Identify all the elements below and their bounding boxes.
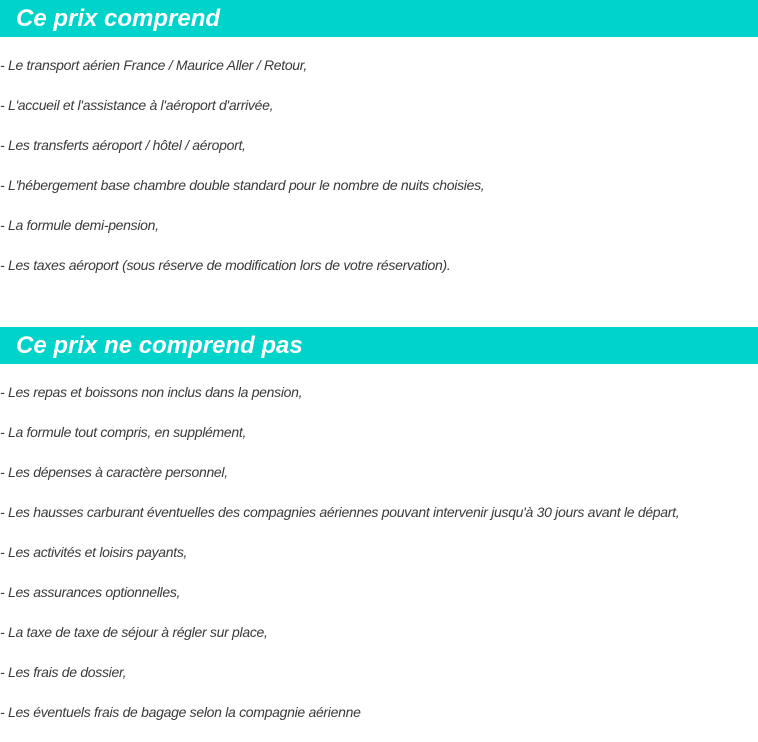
section-heading-not-included: Ce prix ne comprend pas [0,327,758,364]
list-item: - Les hausses carburant éventuelles des compagnies aériennes pouvant intervenir jusqu'à 30 jours avant le départ, [0,504,680,520]
list-item: - Les activités et loisirs payants, [0,544,188,560]
list-item: - La formule tout compris, en supplément, [0,424,247,440]
list-item: - L'accueil et l'assistance à l'aéroport d'arrivée, [0,97,274,113]
list-item: - Les repas et boissons non inclus dans la pension, [0,384,303,400]
section-heading-included: Ce prix comprend [0,0,758,37]
list-item: - La formule demi-pension, [0,217,159,233]
list-item: - Le transport aérien France / Maurice Aller / Retour, [0,57,307,73]
list-item: - La taxe de taxe de séjour à régler sur place, [0,624,268,640]
list-item: - Les frais de dossier, [0,664,127,680]
list-item: - Les dépenses à caractère personnel, [0,464,228,480]
list-item: - L'hébergement base chambre double standard pour le nombre de nuits choisies, [0,177,485,193]
list-item: - Les éventuels frais de bagage selon la compagnie aérienne [0,704,361,720]
list-item: - Les taxes aéroport (sous réserve de modification lors de votre réservation). [0,257,451,273]
not-included-list [0,382,679,742]
list-item: - Les transferts aéroport / hôtel / aéroport, [0,137,246,153]
included-list [0,55,484,295]
list-item: - Les assurances optionnelles, [0,584,181,600]
